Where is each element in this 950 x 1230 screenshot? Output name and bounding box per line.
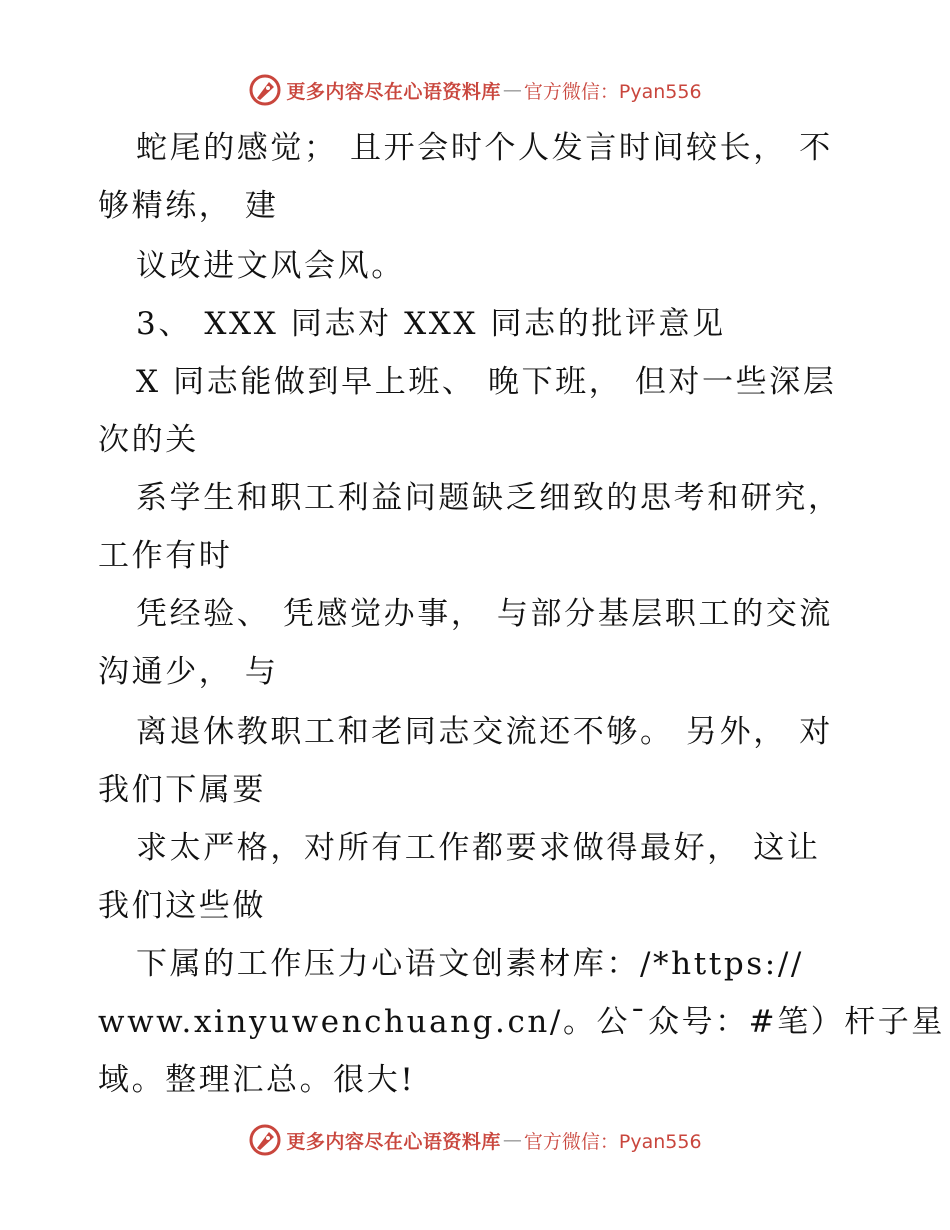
body-line: 凭经验、 凭感觉办事， 与部分基层职工的交流 [136,596,833,632]
header-banner-text: 更多内容尽在心语资料库 [286,80,501,103]
header-banner [0,70,950,110]
footer-banner-dash: — [502,1129,522,1151]
body-line: 工作有时 [98,538,233,574]
body-line: 求太严格，对所有工作都要求做得最好， 这让 [136,830,821,866]
body-line: 系学生和职工利益问题缺乏细致的思考和研究， [136,480,842,516]
body-line: 沟通少， 与 [98,654,279,690]
body-line: 下属的工作压力心语文创素材库：/*https:// [136,946,804,982]
body-line: 我们下属要 [98,772,266,808]
pen-nib-logo-icon [248,1123,282,1157]
header-banner-contact: 官方微信：Pyan556 [523,80,702,103]
body-line: 够精练， 建 [98,188,279,224]
body-line: 我们这些做 [98,888,266,924]
body-line: X 同志能做到早上班、 晚下班， 但对一些深层 [136,364,837,400]
body-line: www.xinyuwenchuang.cn/。公¯众号：#笔）杆子星 [98,1004,945,1040]
body-line: 域。整理汇总。很大! [98,1062,416,1098]
body-line: 议改进文风会风。 [136,248,405,284]
section-heading: 3、 XXX 同志对 XXX 同志的批评意见 [136,306,726,342]
body-line: 离退休教职工和老同志交流还不够。 另外， 对 [136,714,833,750]
footer-banner [0,1120,950,1160]
footer-banner-contact: 官方微信：Pyan556 [523,1130,702,1153]
pen-nib-logo-icon [248,73,282,107]
body-line: 次的关 [98,422,199,458]
footer-banner-text: 更多内容尽在心语资料库 [286,1130,501,1153]
body-line: 蛇尾的感觉； 且开会时个人发言时间较长， 不 [136,130,833,166]
header-banner-dash: — [502,79,522,101]
